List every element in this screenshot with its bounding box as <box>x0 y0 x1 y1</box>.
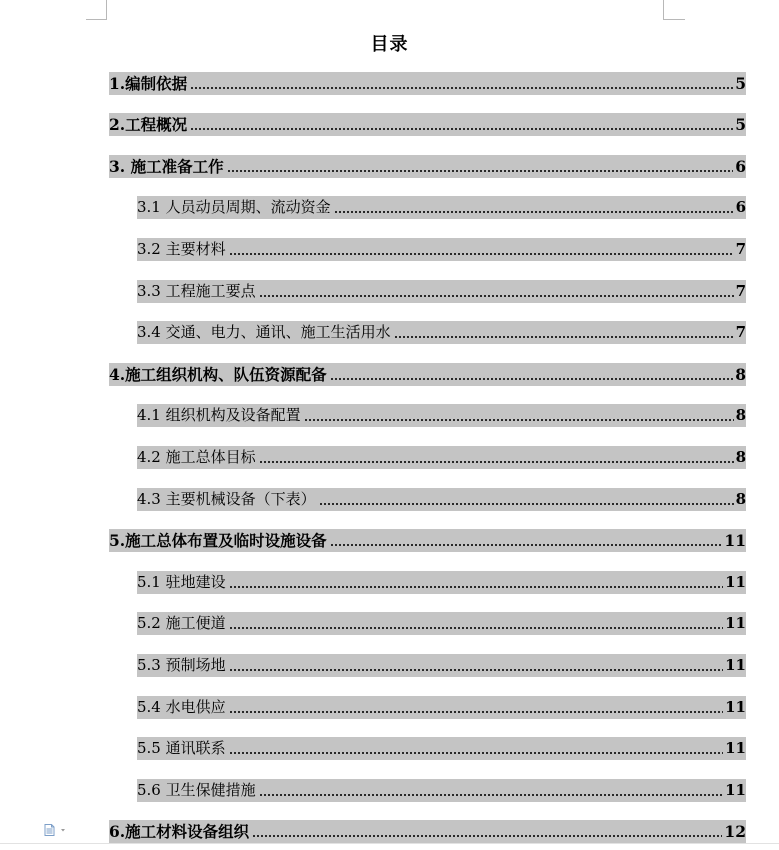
toc-entry-page: 7 <box>735 282 746 300</box>
toc-entry[interactable] <box>137 696 746 719</box>
toc-entry[interactable] <box>137 488 746 511</box>
toc-entry-page: 11 <box>725 614 746 632</box>
toc-entry[interactable] <box>109 113 746 136</box>
toc-entry[interactable] <box>109 363 746 386</box>
toc-entry-page: 12 <box>724 822 746 841</box>
margin-corner-top-left <box>106 0 107 20</box>
toc-entry-label: 5.3 预制场地 <box>137 656 226 674</box>
toc-entry-page: 11 <box>725 781 746 799</box>
toc-entry[interactable] <box>109 529 746 552</box>
toc-entry[interactable] <box>109 155 746 178</box>
dot-leader <box>259 295 734 297</box>
toc-entry[interactable] <box>137 446 746 469</box>
toc-entry-page: 5 <box>735 115 746 134</box>
toc-entry[interactable] <box>109 820 746 843</box>
chevron-down-icon <box>61 829 65 832</box>
toc-entry-label: 1.编制依据 <box>109 74 188 93</box>
toc-entry[interactable] <box>137 737 746 760</box>
margin-corner-top-right <box>663 19 685 20</box>
toc-entry-label: 5.6 卫生保健措施 <box>137 781 256 799</box>
toc-entry[interactable] <box>137 196 746 219</box>
toc-entry-label: 4.施工组织机构、队伍资源配备 <box>109 365 327 384</box>
toc-entry-page: 7 <box>735 240 746 258</box>
dot-leader <box>229 627 724 629</box>
toc-entry-label: 5.2 施工便道 <box>137 614 226 632</box>
toc-entry-label: 3. 施工准备工作 <box>109 157 224 176</box>
toc-entry-page: 11 <box>725 739 746 757</box>
margin-corner-top-left <box>86 19 106 20</box>
dot-leader <box>227 170 734 172</box>
document-icon[interactable] <box>44 824 66 836</box>
toc-entry-label: 5.4 水电供应 <box>137 698 226 716</box>
dot-leader <box>304 419 734 421</box>
dot-leader <box>259 461 734 463</box>
toc-entry-label: 5.5 通讯联系 <box>137 739 226 757</box>
toc-entry[interactable] <box>109 72 746 95</box>
toc-entry[interactable] <box>137 779 746 802</box>
toc-entry-page: 8 <box>735 490 746 508</box>
toc-entry[interactable] <box>137 404 746 427</box>
toc-entry[interactable] <box>137 238 746 261</box>
toc-entry-label: 3.3 工程施工要点 <box>137 282 256 300</box>
toc-entry-label: 3.4 交通、电力、通讯、施工生活用水 <box>137 323 391 341</box>
dot-leader <box>229 752 724 754</box>
dot-leader <box>229 586 724 588</box>
toc-entry[interactable] <box>137 280 746 303</box>
toc-entry-page: 11 <box>724 531 746 550</box>
toc-entry-page: 11 <box>725 656 746 674</box>
dot-leader <box>330 544 723 546</box>
toc-entry[interactable] <box>137 612 746 635</box>
toc-entry-label: 3.2 主要材料 <box>137 240 226 258</box>
toc-entry-label: 3.1 人员动员周期、流动资金 <box>137 198 331 216</box>
dot-leader <box>330 378 734 380</box>
margin-corner-top-right <box>663 0 664 20</box>
dot-leader <box>229 669 724 671</box>
toc-entry-label: 4.1 组织机构及设备配置 <box>137 406 301 424</box>
toc-entry-label: 6.施工材料设备组织 <box>109 822 250 841</box>
toc-entry-page: 5 <box>735 74 746 93</box>
toc-entry-label: 4.3 主要机械设备（下表） <box>137 490 316 508</box>
toc-title: 目录 <box>370 34 409 55</box>
toc-entry-label: 2.工程概况 <box>109 115 188 134</box>
divider <box>0 843 779 844</box>
toc-entry-page: 11 <box>725 698 746 716</box>
toc-entry-page: 8 <box>735 365 746 384</box>
dot-leader <box>394 336 734 338</box>
dot-leader <box>190 87 733 89</box>
toc-entry[interactable] <box>137 571 746 594</box>
toc-entry-page: 11 <box>725 573 746 591</box>
toc-entry-page: 8 <box>735 406 746 424</box>
toc-entry-page: 6 <box>735 157 746 176</box>
toc-entry-label: 4.2 施工总体目标 <box>137 448 256 466</box>
toc-entry[interactable] <box>137 321 746 344</box>
toc-entry-label: 5.1 驻地建设 <box>137 573 226 591</box>
toc-entry-page: 7 <box>735 323 746 341</box>
toc-entry-label: 5.施工总体布置及临时设施设备 <box>109 531 327 550</box>
dot-leader <box>319 503 734 505</box>
dot-leader <box>229 253 734 255</box>
dot-leader <box>259 794 724 796</box>
dot-leader <box>190 128 733 130</box>
toc-entry-page: 6 <box>735 198 746 216</box>
toc-entry-page: 8 <box>735 448 746 466</box>
toc-entry[interactable] <box>137 654 746 677</box>
dot-leader <box>334 211 734 213</box>
dot-leader <box>252 835 722 837</box>
dot-leader <box>229 711 724 713</box>
